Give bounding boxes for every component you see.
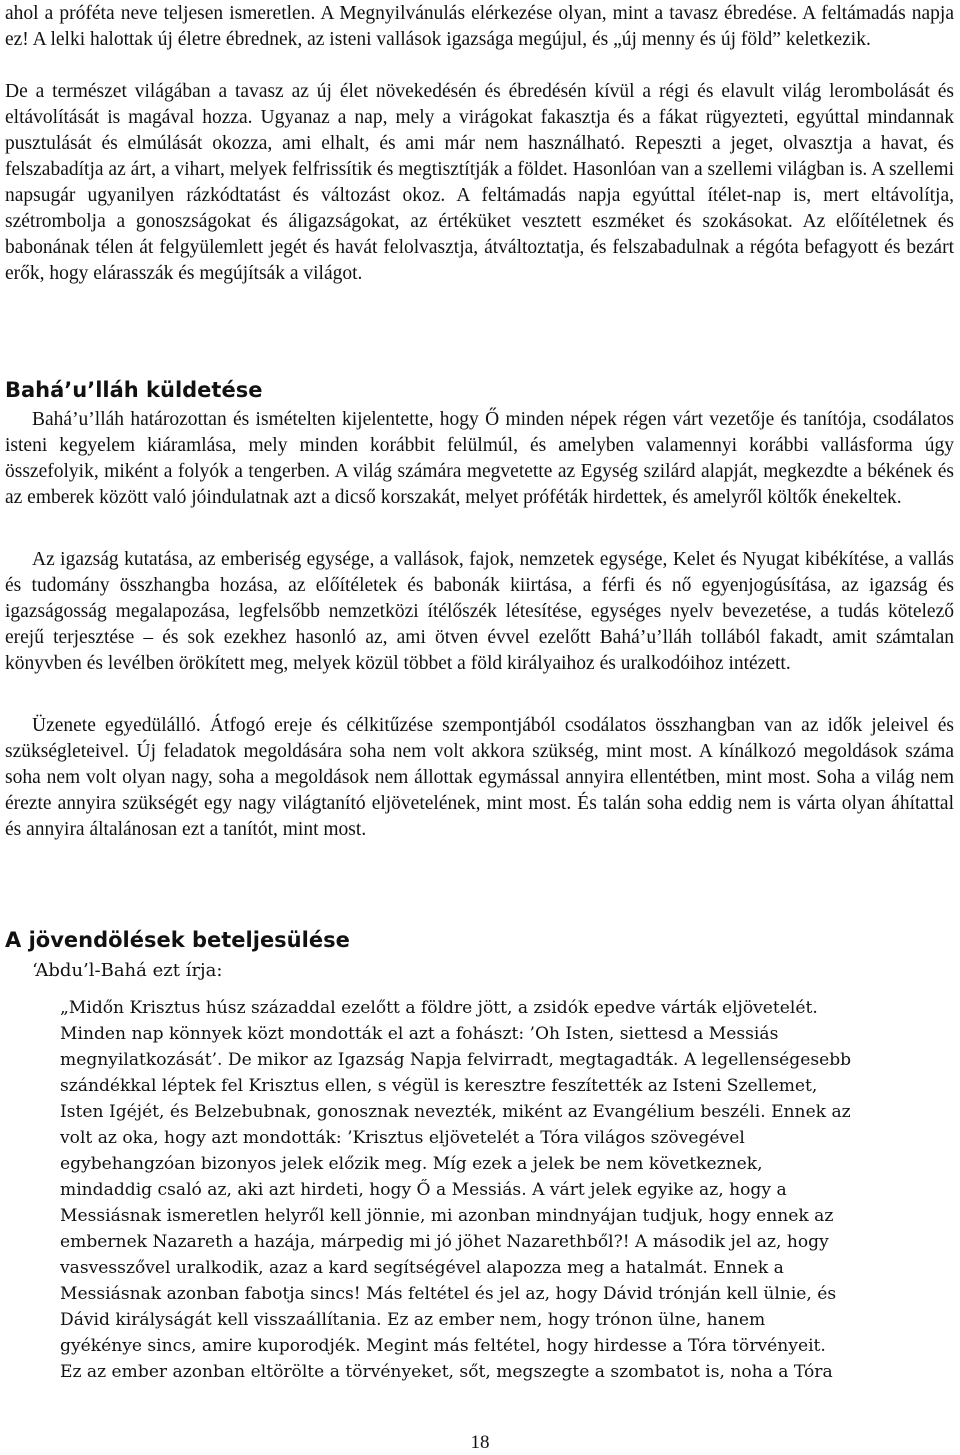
section-heading-prophecies: A jövendölések beteljesülése [5,928,350,952]
quotation-block [60,995,938,1385]
mission-paragraph-1: Bahá’u’lláh határozottan és ismételten kijelentette, hogy Ő minden népek régen várt vezetője és tanítója, csodálatos isteni kegyelem kiáramlása, mely minden korábbit felülmúl, és amelyben valamennyi korábbi vallásforma úgy összefolyik, miként a folyók a tengerben. A világ számára megvetette az Egység szilárd alapját, megkezdte a békének és az emberek között való jóindulatnak azt a dicső korszakát, melyet próféták hirdettek, és amelyről költők énekeltek. [5,409,954,508]
quote-line: Isten Igéjét, és Belzebubnak, gonosznak nevezték, miként az Evangélium beszéli. Ennek az [60,1102,851,1122]
quote-line: mindaddig csaló az, aki azt hirdeti, hogy Ő a Messiás. A várt jelek egyike az, hogy a [60,1180,787,1200]
quote-line: Minden nap könnyek közt mondották el azt a fohászt: ’Oh Isten, siettesd a Messiás [60,1024,779,1044]
quote-line: volt az oka, hogy azt mondották: ’Krisztus eljövetelét a Tóra világos szövegével [60,1128,745,1148]
quote-line: Messiásnak ismeretlen helyről kell jönnie, mi azonban mindnyájan tudjuk, hogy ennek az [60,1206,834,1226]
quote-line: Dávid királyságát kell visszaállítania. Ez az ember nem, hogy trónon ülne, hanem [60,1310,766,1330]
quote-line: Messiásnak azonban fabotja sincs! Más feltétel és jel az, hogy Dávid trónján kell ülnie, és [60,1284,837,1304]
opening-paragraph: ahol a próféta neve teljesen ismeretlen. A Megnyilvánulás elérkezése olyan, mint a tavasz ébredése. A feltámadás napja ez! A lelki halottak új életre ébrednek, az isteni vallások igazsága megújul, és „új menny és új föld” keletkezik. [5,3,954,50]
quote-line: „Midőn Krisztus húsz századdal ezelőtt a földre jött, a zsidók epedve várták eljövetelét. [60,998,818,1018]
quote-intro: ‘Abdu’l-Bahá ezt írja: [32,960,223,981]
mission-paragraph-2: Az igazság kutatása, az emberiség egysége, a vallások, fajok, nemzetek egysége, Kelet és Nyugat kibékítése, a vallás és tudomány összhangba hozása, az előítéletek és babonák kiirtása, a férfi és nő egyenjogúsítása, az igazság és igazságosság megalapozása, legfelsőbb nemzetközi ítélőszék létesítése, egységes nyelv bevezetése, a tudás kötelező erejű terjesztése – és sok ezekhez hasonló az, ami ötven évvel ezelőtt Bahá’u’lláh tollából fakadt, amit számtalan könyvben és levélben örökített meg, melyek közül többet a föld királyaihoz és uralkodóihoz intézett. [5,549,954,674]
page-number: 18 [470,1432,490,1453]
quote-line: vasvesszővel uralkodik, azaz a kard segítségével alapozza meg a hatalmát. Ennek a [60,1258,784,1278]
spring-paragraph: De a természet világában a tavasz az új élet növekedésén és ébredésén kívül a régi és elavult világ lerombolását és eltávolítását is magával hozza. Ugyanaz a nap, mely a virágokat fakasztja és a fákat rügyezteti, egyúttal mindannak pusztulását és elmúlását okozza, ami elhalt, és ami már nem használható. Repeszti a jeget, olvasztja a havat, és felszabadítja az árt, a vihart, melyek felfrissítik és megtisztítják a földet. Hasonlóan van a szellemi világban is. A szellemi napsugár ugyanilyen rázkódtatást és változást okoz. A feltámadás napja egyúttal ítélet-nap is, mert eltávolítja, szétrombolja a gonoszságokat és áligazságokat, az értéküket vesztett eszméket és szokásokat. Az előítéletnek és babonának télen át felgyülemlett jegét és havát felolvasztja, átváltoztatja, és felszabadulnak a régóta befagyott és bezárt erők, hogy elárasszák és megújítsák a világot. [5,81,954,284]
quote-line: Ez az ember azonban eltörölte a törvényeket, sőt, megszegte a szombatot is, noha a Tóra [60,1362,833,1382]
quote-line: egybehangzóan bizonyos jelek előzik meg. Míg ezek a jelek be nem következnek, [60,1154,763,1174]
quote-line: szándékkal léptek fel Krisztus ellen, s végül is keresztre feszítették az Isteni Szellemet, [60,1076,818,1096]
quote-line: embernek Nazareth a hazája, márpedig mi jó jöhet Nazarethből?! A második jel az, hogy [60,1232,829,1252]
quote-line: gyékénye sincs, amire kuporodjék. Megint más feltétel, hogy hirdesse a Tóra törvényeit. [60,1336,826,1356]
quote-line: megnyilatkozását’. De mikor az Igazság Napja felvirradt, megtagadták. A legellenségesebb [60,1050,852,1070]
section-heading-mission: Bahá’u’lláh küldetése [5,378,263,402]
mission-paragraph-3: Üzenete egyedülálló. Átfogó ereje és célkitűzése szempontjából csodálatos összhangban van az idők jeleivel és szükségleteivel. Új feladatok megoldására soha nem volt akkora szükség, mint most. A kínálkozó megoldások száma soha nem volt olyan nagy, soha a megoldások nem állottak egymással annyira ellentétben, mint most. Soha a világ nem érezte annyira szükségét egy nagy világtanító eljövetelének, mint most. És talán soha eddig nem is várta olyan áhítattal és annyira általánosan ezt a tanítót, mint most. [5,715,954,840]
